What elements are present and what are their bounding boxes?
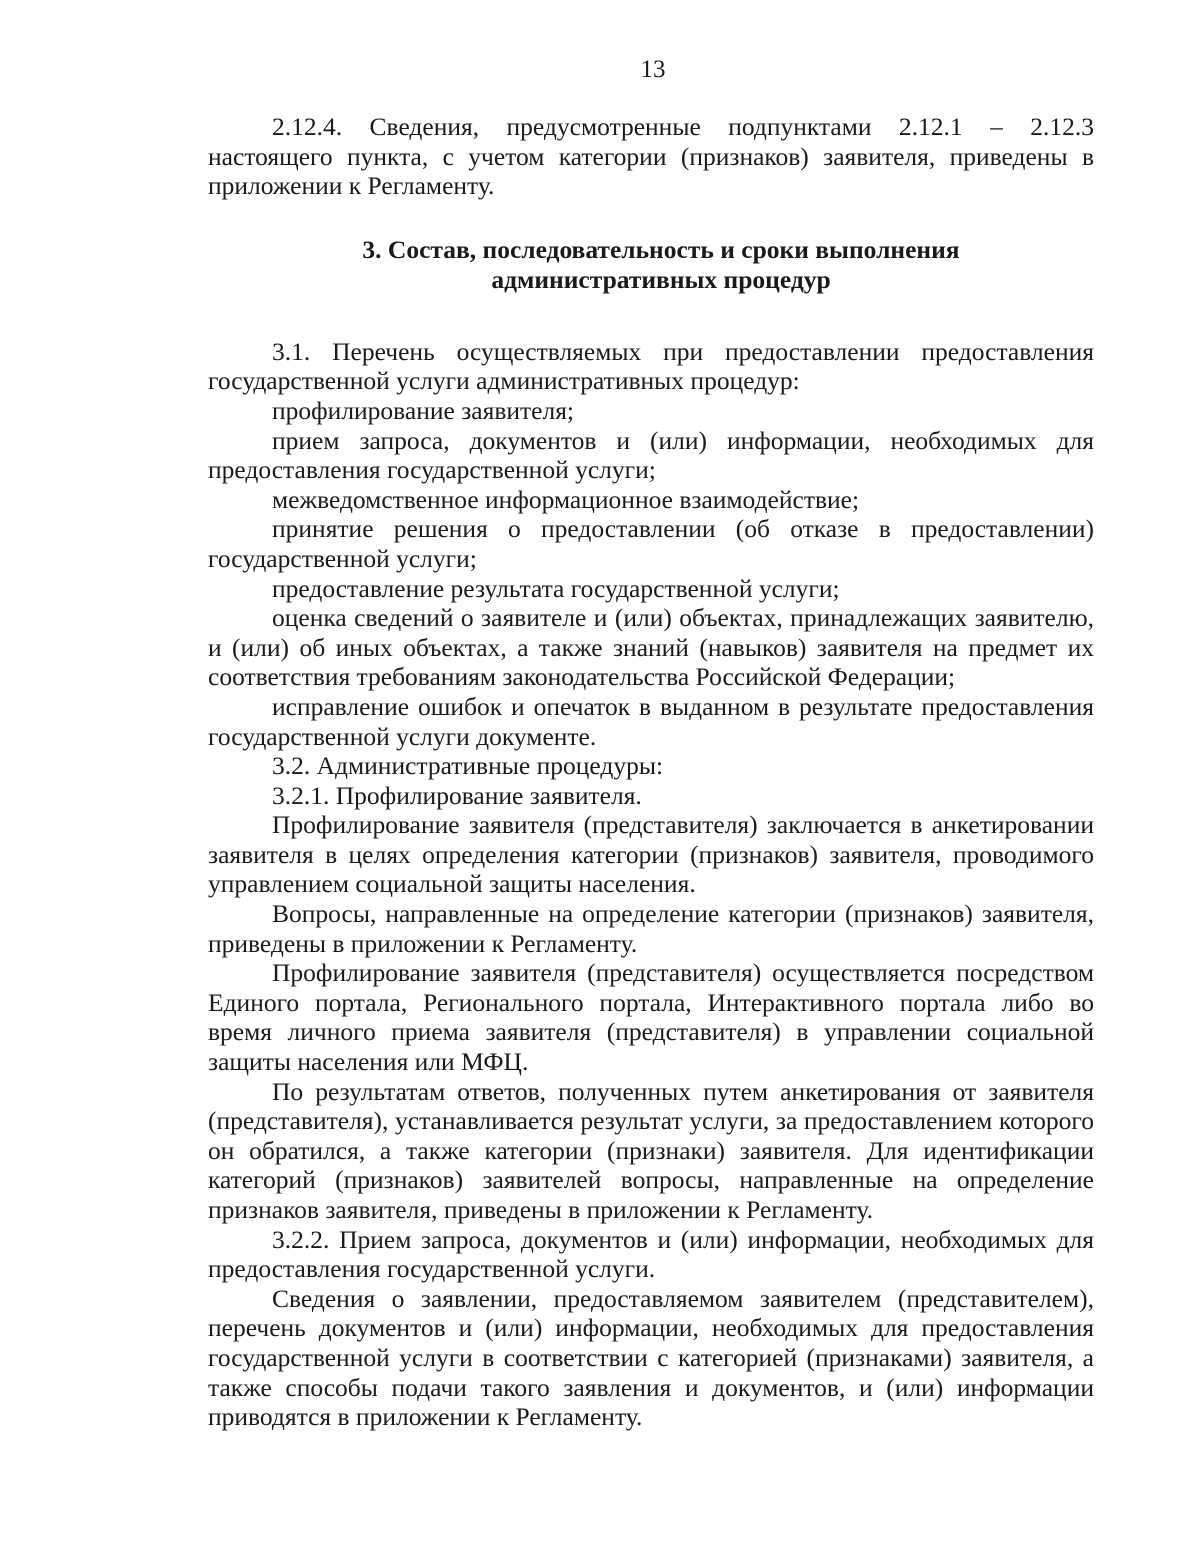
paragraph-application-info: Сведения о заявлении, предоставляемом заявителем (представителем), перечень документов и (или) информации, необходимых для предоставления государственной услуги в соответствии с категорией (признаками) заявителя, а также способы подачи такого заявления и документов, и (или) информации приводятся в приложении к Регламенту.: [208, 1283, 1094, 1432]
paragraph-profiling-description: Профилирование заявителя (представителя) заключается в анкетировании заявителя в целях определения категории (признаков) заявителя, проводимого управлением социальной защиты населения.: [208, 810, 1094, 899]
paragraph-3-2-2: 3.2.2. Прием запроса, документов и (или) информации, необходимых для предоставления государственной услуги.: [208, 1224, 1094, 1284]
paragraph-results: По результатам ответов, полученных путем анкетирования от заявителя (представителя), устанавливается результат услуги, за предоставлением которого он обратился, а также категории (признаки) заявителя. Для идентификации категорий (признаков) заявителей вопросы, направленные на определение признаков заявителя, приведены в приложении к Регламенту.: [208, 1076, 1094, 1224]
document-body: [208, 112, 1094, 1432]
section-heading-line-2: административных процедур: [491, 264, 831, 294]
page-number: 13: [640, 56, 666, 83]
list-item-result: предоставление результата государственной услуги;: [272, 573, 840, 603]
paragraph-3-1: 3.1. Перечень осуществляемых при предоставлении предоставления государственной услуги административных процедур:: [208, 336, 1094, 396]
section-heading: [208, 235, 1094, 295]
list-item-profiling: профилирование заявителя;: [272, 395, 575, 425]
paragraph-2-12-4: 2.12.4. Сведения, предусмотренные подпунктами 2.12.1 – 2.12.3 настоящего пункта, с учетом категории (признаков) заявителя, приведены в приложении к Регламенту.: [208, 112, 1094, 201]
list-item-decision: принятие решения о предоставлении (об отказе в предоставлении) государственной услуги;: [208, 514, 1094, 573]
list-item-assessment: оценка сведений о заявителе и (или) объектах, принадлежащих заявителю, и (или) об иных объектах, а также знаний (навыков) заявителя на предмет их соответствия требованиям законодательства Российской Федерации;: [208, 603, 1094, 692]
list-item-interagency: межведомственное информационное взаимодействие;: [272, 484, 860, 514]
paragraph-questions: Вопросы, направленные на определение категории (признаков) заявителя, приведены в приложении к Регламенту.: [208, 899, 1094, 958]
paragraph-3-2: 3.2. Административные процедуры:: [272, 751, 664, 781]
list-item-corrections: исправление ошибок и опечаток в выданном в результате предоставления государственной услуги документе.: [208, 691, 1094, 751]
section-heading-line-1: 3. Состав, последовательность и сроки выполнения: [362, 234, 960, 264]
list-item-request-intake: прием запроса, документов и (или) информации, необходимых для предоставления государственной услуги;: [208, 425, 1094, 485]
paragraph-3-2-1: 3.2.1. Профилирование заявителя.: [272, 780, 642, 810]
paragraph-profiling-channels: Профилирование заявителя (представителя) осуществляется посредством Единого портала, Регионального портала, Интерактивного портала либо во время личного приема заявителя (представителя) в управлении социальной защиты населения или МФЦ.: [208, 958, 1094, 1077]
